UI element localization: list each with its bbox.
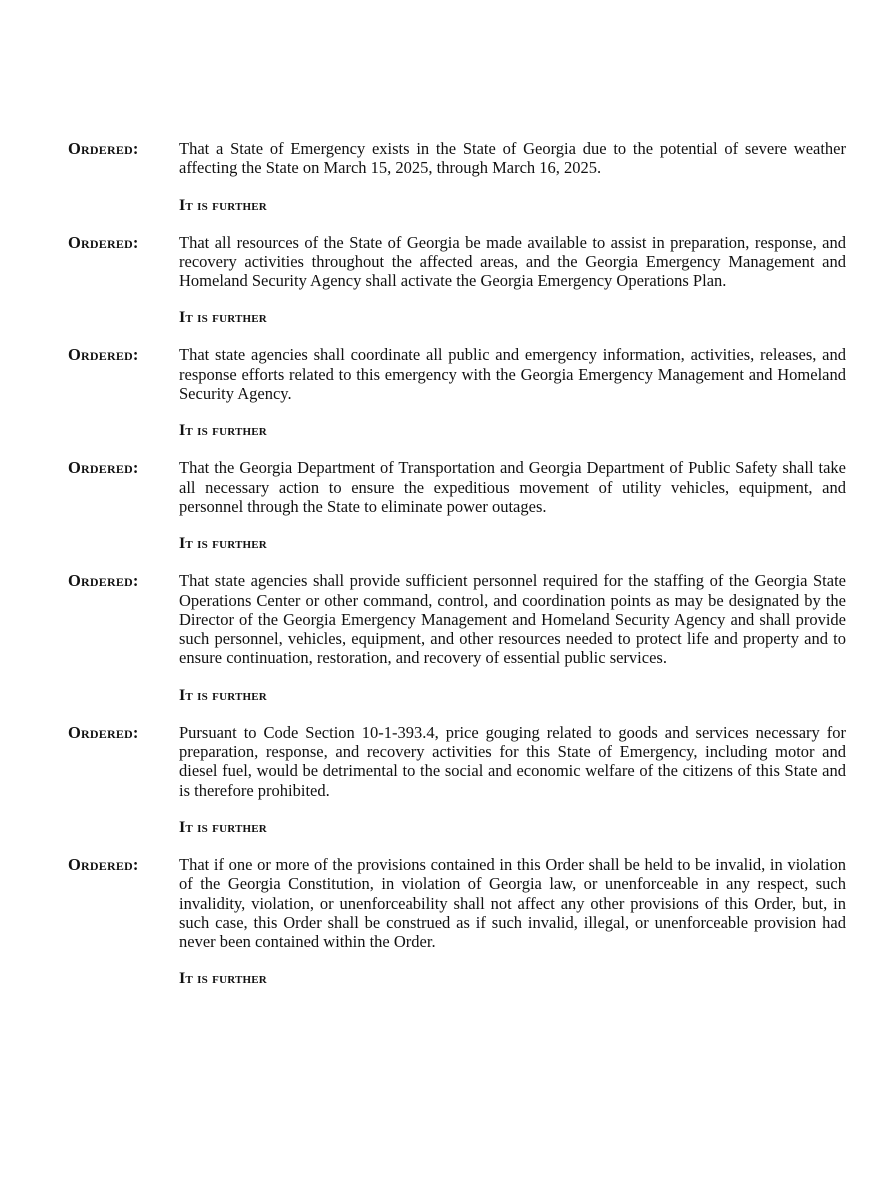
order-item <box>68 233 846 291</box>
order-text: That state agencies shall provide sufficient personnel required for the staffing of the Georgia State Operations Center or other command, control, and coordination points as may be designated by the Director of the Georgia Emergency Management and Homeland Security Agency and shall provide such personnel, vehicles, equipment, and other resources needed to protect life and property and to ensure continuation, restoration, and recovery of essential public services. <box>179 571 846 668</box>
order-list <box>68 139 846 1006</box>
order-text: That state agencies shall coordinate all public and emergency information, activities, releases, and response efforts related to this emergency with the Georgia Emergency Management and Homeland Security Agency. <box>179 345 846 404</box>
further-clause: It is further <box>179 818 267 836</box>
order-text: That if one or more of the provisions contained in this Order shall be held to be invalid, in violation of the Georgia Constitution, in violation of Georgia law, or unenforceable in any respect, such invalidity, violation, or unenforceability shall not affect any other provisions of this Order, but, in such case, this Order shall be construed as if such invalid, illegal, or unenforceable provision had never been contained within the Order. <box>179 854 846 952</box>
order-label: Ordered: <box>68 139 139 158</box>
further-clause: It is further <box>179 535 267 553</box>
further-clause: It is further <box>179 686 267 704</box>
order-text: Pursuant to Code Section 10-1-393.4, price gouging related to goods and services necessary for preparation, response, and recovery activities for this State of Emergency, including motor and diesel fuel, would be detrimental to the social and economic welfare of the citizens of this State and is therefore prohibited. <box>179 722 846 800</box>
further-clause: It is further <box>179 970 267 988</box>
order-text: That the Georgia Department of Transportation and Georgia Department of Public Safety shall take all necessary action to ensure the expeditious movement of utility vehicles, equipment, and personnel through the State to eliminate power outages. <box>179 458 846 516</box>
order-label: Ordered: <box>68 571 139 591</box>
order-label: Ordered: <box>68 722 139 742</box>
order-label: Ordered: <box>68 854 139 874</box>
order-label: Ordered: <box>68 232 139 252</box>
order-label: Ordered: <box>68 458 139 478</box>
further-clause: It is further <box>179 196 267 214</box>
order-item <box>68 571 846 667</box>
order-item <box>68 458 846 516</box>
order-label: Ordered: <box>68 345 139 365</box>
order-text: That all resources of the State of Georgia be made available to assist in preparation, response, and recovery activities throughout the affected areas, and the Georgia Emergency Management and Homeland Security Agency shall activate the Georgia Emergency Operations Plan. <box>179 232 846 291</box>
order-item <box>68 723 846 800</box>
order-item <box>68 345 846 403</box>
order-text: That a State of Emergency exists in the State of Georgia due to the potential of severe weather affecting the State on March 15, 2025, through March 16, 2025. <box>179 139 846 178</box>
order-item <box>68 139 846 178</box>
further-clause: It is further <box>179 309 267 327</box>
order-item <box>68 855 846 951</box>
further-clause: It is further <box>179 422 267 440</box>
